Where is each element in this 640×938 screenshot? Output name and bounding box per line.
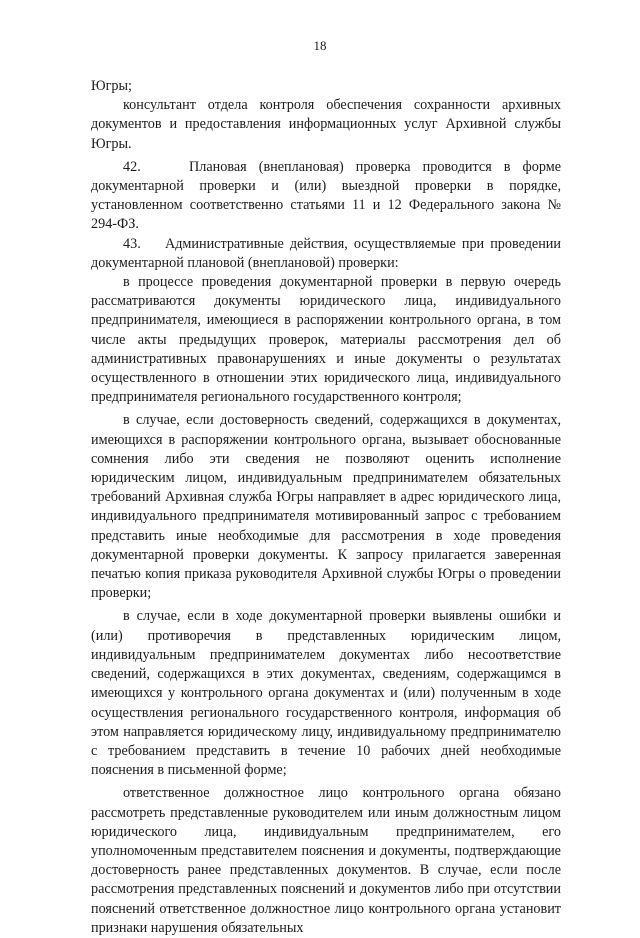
paragraph-request-documents: в случае, если достоверность сведений, содержащихся в документах, имеющихся в распоряжении контрольного органа, вызывает обоснованные сомнения либо эти сведения не позволяют оценить исполнение юридическим лицом, индивидуальным предпринимателем обязательных требований Архивная служба Югры направляет в адрес юридического лица, индивидуального предпринимателя мотивированный запрос с требованием представить иные необходимые для рассмотрения в ходе проведения документарной проверки документы. К запросу прилагается заверенная печатью копия приказа руководителя Архивной службы Югры о проведении проверки;: [91, 412, 561, 602]
document-body: [91, 77, 561, 938]
paragraph-errors-found: в случае, если в ходе документарной проверки выявлены ошибки и (или) противоречия в представленных юридическим лицом, индивидуальным предпринимателем документах либо несоответствие сведений, содержащихся в этих документах, сведениям, содержащимся в имеющихся у контрольного органа документах и (или) полученным в ходе осуществления регионального государственного контроля, информация об этом направляется юридическому лицу, индивидуальному предпринимателю с требованием представить в течение 10 рабочих дней необходимые пояснения в письменной форме;: [91, 608, 561, 779]
page-number: 18: [313, 38, 327, 53]
paragraph-43: 43. Административные действия, осуществляемые при проведении документарной плановой (внеплановой) проверки:: [91, 235, 561, 271]
paragraph-review-process: в процессе проведения документарной проверки в первую очередь рассматриваются документы юридического лица, индивидуального предпринимателя, имеющиеся в распоряжении контрольного органа, в том числе акты предыдущих проверок, материалы рассмотрения дел об административных правонарушениях и иные документы о результатах осуществленного в отношении этих юридического лица, индивидуального предпринимателя регионального государственного контроля;: [91, 274, 561, 406]
paragraph-continuation: Югры;: [91, 78, 132, 94]
paragraph-42: 42. Плановая (внеплановая) проверка проводится в форме документарной проверки и (или) выездной проверки в порядке, установленном соответственно статьями 11 и 12 Федерального закона № 294-ФЗ.: [91, 158, 561, 233]
paragraph-consultant: консультант отдела контроля обеспечения сохранности архивных документов и предоставления информационных услуг Архивной службы Югры.: [91, 97, 561, 152]
paragraph-official-review: ответственное должностное лицо контрольного органа обязано рассмотреть представленные руководителем или иным должностным лицом юридического лица, индивидуальным предпринимателем, его уполномоченным представителем пояснения и документы, подтверждающие достоверность ранее представленных документов. В случае, если после рассмотрения представленных пояснений и документов либо при отсутствии пояснений ответственное должностное лицо контрольного органа установит признаки нарушения обязательных: [91, 785, 561, 936]
